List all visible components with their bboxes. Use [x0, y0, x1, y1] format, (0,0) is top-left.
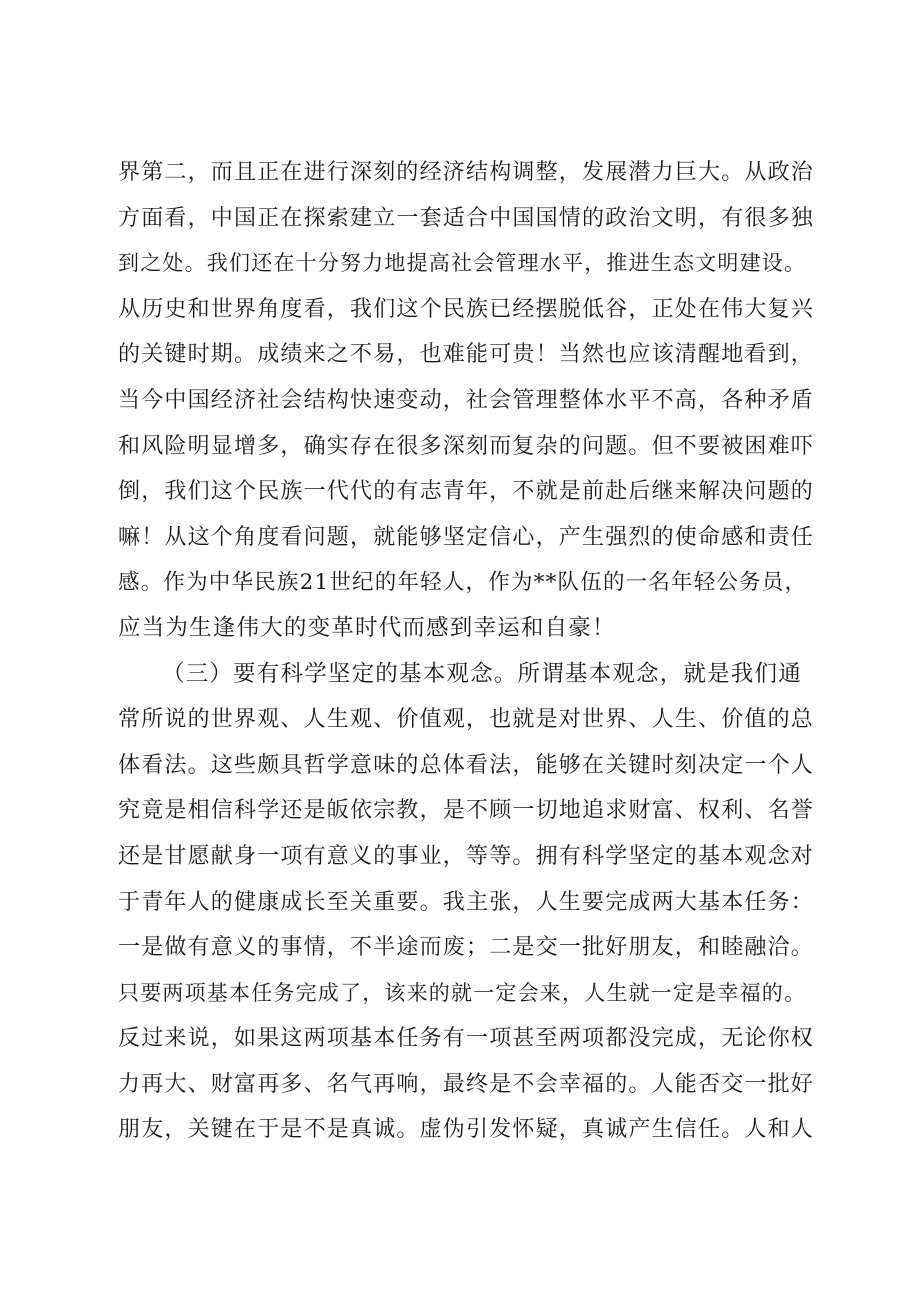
- text-line: 界第二，而且正在进行深刻的经济结构调整，发展潜力巨大。从政治: [118, 160, 815, 185]
- text-line: 于青年人的健康成长至关重要。我主张，人生要完成两大基本任务：: [118, 889, 815, 915]
- text-line: 反过来说，如果这两项基本任务有一项甚至两项都没完成，无论你权: [118, 1026, 815, 1052]
- text-line: 从历史和世界角度看，我们这个民族已经摆脱低谷，正处在伟大复兴: [118, 296, 815, 322]
- text-line: 还是甘愿献身一项有意义的事业，等等。拥有科学坚定的基本观念对: [118, 843, 815, 869]
- text-line: 究竟是相信科学还是皈依宗教，是不顾一切地追求财富、权利、名誉: [118, 798, 815, 824]
- text-line: 方面看，中国正在探索建立一套适合中国国情的政治文明，有很多独: [118, 205, 815, 231]
- text-line: 倒，我们这个民族一代代的有志青年，不就是前赴后继来解决问题的: [118, 479, 815, 505]
- text-line: 感。作为中华民族21世纪的年轻人，作为**队伍的一名年轻公务员，: [118, 570, 808, 596]
- text-line: 嘛！从这个角度看问题，就能够坚定信心，产生强烈的使命感和责任: [118, 524, 815, 550]
- text-line: 朋友，关键在于是不是真诚。虚伪引发怀疑，真诚产生信任。人和人: [118, 1117, 815, 1143]
- text-line: 体看法。这些颇具哲学意味的总体看法，能够在关键时刻决定一个人: [118, 752, 815, 778]
- text-line: 一是做有意义的事情，不半途而废；二是交一批好朋友，和睦融洽。: [118, 935, 815, 961]
- text-line: 应当为生逢伟大的变革时代而感到幸运和自豪！: [118, 614, 616, 641]
- text-line: 和风险明显增多，确实存在很多深刻而复杂的问题。但不要被困难吓: [118, 433, 815, 459]
- text-line: 力再大、财富再多、名气再响，最终是不会幸福的。人能否交一批好: [118, 1071, 815, 1097]
- text-line: 到之处。我们还在十分努力地提高社会管理水平，推进生态文明建设。: [118, 251, 807, 276]
- text-line: 的关键时期。成绩来之不易，也难能可贵！当然也应该清醒地看到，: [118, 342, 815, 368]
- body-text: [118, 150, 818, 1153]
- text-line: 只要两项基本任务完成了，该来的就一定会来，人生就一定是幸福的。: [118, 980, 807, 1005]
- text-line: 常所说的世界观、人生观、价值观，也就是对世界、人生、价值的总: [118, 707, 815, 733]
- section-heading-line: （三）要有科学坚定的基本观念。所谓基本观念，就是我们通: [162, 660, 802, 687]
- text-line: 当今中国经济社会结构快速变动，社会管理整体水平不高，各种矛盾: [118, 387, 815, 413]
